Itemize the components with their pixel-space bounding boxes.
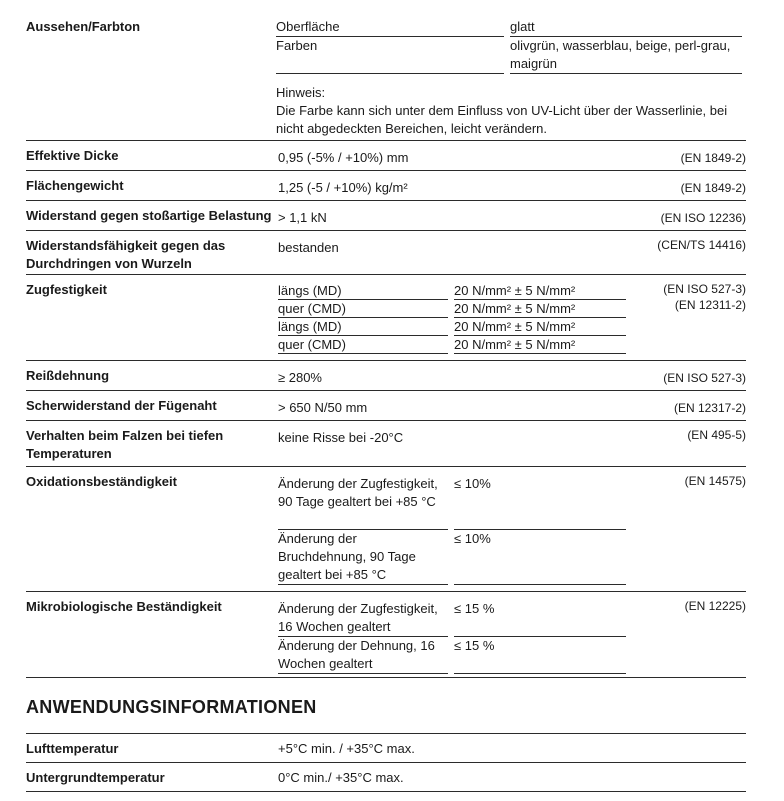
row-label: Reißdehnung [26,368,110,383]
row-label: Verhalten beim Falzen bei tiefen Temperaturen [26,428,224,461]
row-value: ≥ 280% [278,370,322,385]
table-cell-key: Oberfläche [276,18,504,37]
row-content [278,175,746,200]
row-content [278,425,746,466]
row-label: Effektive Dicke [26,148,119,163]
norm-reference: (EN 1849-2) [680,151,746,165]
norm-reference: (EN ISO 12236) [660,211,746,225]
table-cell-value: ≤ 10% [454,475,626,530]
table-row [278,600,626,637]
table-cell-value: 20 N/mm² ± 5 N/mm² [454,282,626,300]
table-cell-value: 20 N/mm² ± 5 N/mm² [454,318,626,336]
table-cell-key: Farben [276,37,504,74]
norm-reference: (EN 12225) [684,599,746,613]
row-value: 1,25 (-5 / +10%) kg/m² [278,180,408,195]
row-wurzeln [26,231,746,275]
row-value: 0°C min./ +35°C max. [278,770,404,785]
row-stoss [26,201,746,231]
norm-reference: (EN 12311-2) [674,298,746,312]
row-label: Widerstand gegen stoßartige Belastung [26,208,272,223]
row-value: 0,95 (-5% / +10%) mm [278,150,409,165]
norm-reference: (EN ISO 527-3) [663,371,746,385]
row-label: Lufttemperatur [26,741,119,756]
properties-table [26,0,746,678]
row-aussehen [26,0,746,141]
table-cell-key: quer (CMD) [278,336,448,354]
row-label: Zugfestigkeit [26,282,107,297]
row-content [276,16,746,140]
table-row [276,18,742,37]
row-label: Mikrobiologische Beständigkeit [26,599,222,614]
table-cell-key: Änderung der Bruchdehnung, 90 Tage gealtert bei +85 °C [278,530,448,585]
microbial-table [278,596,626,677]
table-cell-value: ≤ 15 % [454,600,626,637]
table-cell-value: ≤ 15 % [454,637,626,674]
table-cell-key: quer (CMD) [278,300,448,318]
row-content [278,767,746,791]
table-row [278,637,626,674]
row-mikro [26,592,746,678]
table-cell-value: ≤ 10% [454,530,626,585]
table-row [278,318,626,336]
row-label: Oxidationsbeständigkeit [26,474,177,489]
table-row [278,530,626,585]
table-row [276,37,742,74]
row-content [278,279,746,360]
row-label: Widerstandsfähigkeit gegen das Durchdringen von Wurzeln [26,238,226,271]
row-label: Aussehen/Farbton [26,19,141,34]
table-row [278,475,626,530]
table-cell-key: längs (MD) [278,318,448,336]
oxidation-table [278,471,626,591]
row-content [278,235,746,274]
row-label: Scherwiderstand der Fügenaht [26,398,217,413]
surface-table [276,18,742,74]
row-content [278,596,746,677]
table-row [278,336,626,354]
table-row [278,300,626,318]
row-zug [26,275,746,361]
norm-reference: (EN ISO 527-3) [663,282,746,296]
hint-title: Hinweis: [276,85,326,100]
table-cell-key: Änderung der Dehnung, 16 Wochen gealtert [278,637,448,674]
row-content [278,205,746,230]
norm-reference: (EN 1849-2) [680,181,746,195]
hint-text: Die Farbe kann sich unter dem Einfluss von UV-Licht über der Wasserlinie, bei nicht abgedeckten Bereichen, leicht verändern. [276,103,728,136]
table-cell-value: 20 N/mm² ± 5 N/mm² [454,336,626,354]
application-table [26,733,746,792]
section-title: ANWENDUNGSINFORMATIONEN [26,697,317,717]
row-content [278,471,746,591]
row-gewicht [26,171,746,201]
table-cell-key: längs (MD) [278,282,448,300]
row-value: > 650 N/50 mm [278,400,368,415]
row-value: > 1,1 kN [278,210,327,225]
table-row [278,282,626,300]
row-reiss [26,361,746,391]
table-cell-value: olivgrün, wasserblau, beige, perl-grau, maigrün [510,37,742,74]
row-content [278,365,746,390]
row-oxid [26,467,746,592]
row-falzen [26,421,746,467]
row-label: Flächengewicht [26,178,124,193]
row-value: bestanden [278,240,339,255]
norm-reference: (EN 14575) [684,474,746,488]
row-content [278,145,746,170]
row-label: Untergrundtemperatur [26,770,165,785]
norm-reference: (CEN/TS 14416) [657,238,746,252]
table-cell-value: 20 N/mm² ± 5 N/mm² [454,300,626,318]
row-scher [26,391,746,421]
tensile-table [278,279,626,360]
row-value: +5°C min. / +35°C max. [278,741,415,756]
row-untergrundtemperatur [26,763,746,792]
table-cell-value: glatt [510,18,742,37]
table-cell-key: Änderung der Zugfestigkeit, 16 Wochen gealtert [278,600,448,637]
row-value: keine Risse bei -20°C [278,430,404,445]
table-cell-key: Änderung der Zugfestigkeit, 90 Tage gealtert bei +85 °C [278,475,448,530]
norm-references [663,279,746,360]
row-dicke [26,141,746,171]
norm-reference: (EN 495-5) [687,428,746,442]
norm-reference: (EN 12317-2) [673,401,746,415]
row-lufttemperatur [26,734,746,763]
row-content [278,395,746,420]
row-content [278,738,746,762]
